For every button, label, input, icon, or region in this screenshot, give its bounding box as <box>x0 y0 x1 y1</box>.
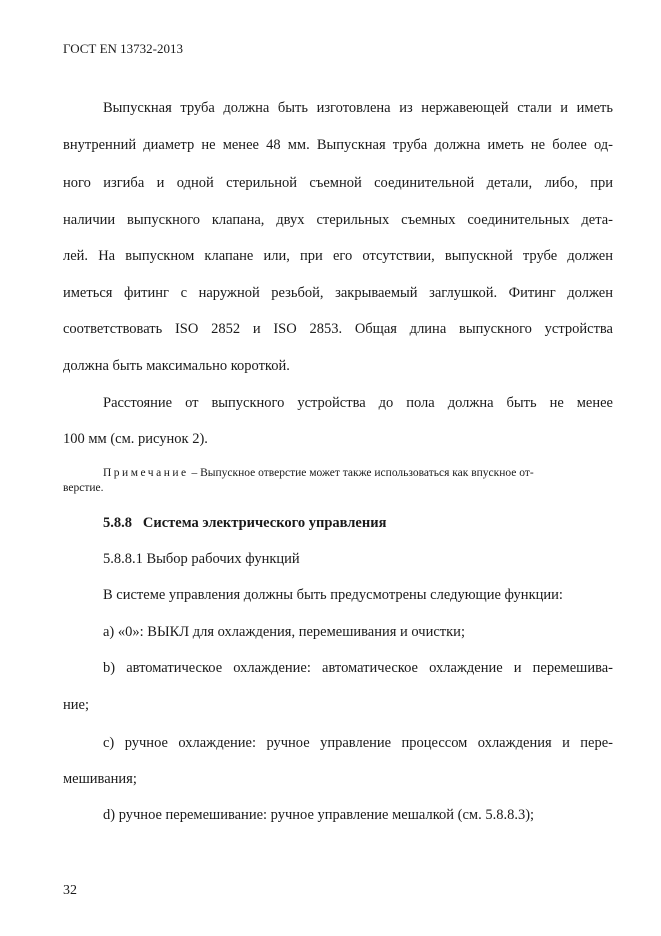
section-title: Система электрического управления <box>142 515 387 531</box>
list-item: c) ручное охлаждение: ручное управление процессом охлаждения и пере- <box>103 735 613 751</box>
list-item: d) ручное перемешивание: ручное управление мешалкой (см. 5.8.8.3); <box>103 807 535 823</box>
paragraph-line: внутренний диаметр не менее 48 мм. Выпускная труба должна иметь не более од- <box>63 137 613 153</box>
paragraph-line: Расстояние от выпускного устройства до пола должна быть не менее <box>103 395 613 411</box>
paragraph-line: должна быть максимально короткой. <box>63 358 290 374</box>
paragraph-line: лей. На выпускном клапане или, при его отсутствии, выпускной трубе должен <box>63 248 613 264</box>
subsection-title: 5.8.8.1 Выбор рабочих функций <box>103 551 300 567</box>
list-item: а) «0»: ВЫКЛ для охлаждения, перемешивания и очистки; <box>103 624 465 640</box>
note-text: – Выпускное отверстие может также использоваться как впускное от- <box>188 467 534 479</box>
list-intro: В системе управления должны быть предусмотрены следующие функции: <box>103 587 563 603</box>
document-header: ГОСТ EN 13732-2013 <box>63 41 184 56</box>
paragraph-line: наличии выпускного клапана, двух стерильных съемных соединительных дета- <box>63 212 613 228</box>
section-heading <box>103 514 613 532</box>
note-label: Примечание <box>103 467 189 479</box>
paragraph-line: ного изгиба и одной стерильной съемной соединительной детали, либо, при <box>63 175 613 191</box>
page-number: 32 <box>63 883 77 898</box>
list-item-continuation: мешивания; <box>63 771 137 787</box>
paragraph-line: Выпускная труба должна быть изготовлена из нержавеющей стали и иметь <box>103 100 613 116</box>
section-number: 5.8.8 <box>103 515 132 531</box>
note-continuation: верстие. <box>63 482 104 494</box>
paragraph-line: 100 мм (см. рисунок 2). <box>63 431 208 447</box>
list-item: b) автоматическое охлаждение: автоматическое охлаждение и перемешива- <box>103 660 613 676</box>
note <box>103 466 613 480</box>
list-item-continuation: ние; <box>63 697 89 713</box>
paragraph-line: иметься фитинг с наружной резьбой, закрываемый заглушкой. Фитинг должен <box>63 285 613 301</box>
paragraph-line: соответствовать ISO 2852 и ISO 2853. Общая длина выпускного устройства <box>63 321 613 337</box>
